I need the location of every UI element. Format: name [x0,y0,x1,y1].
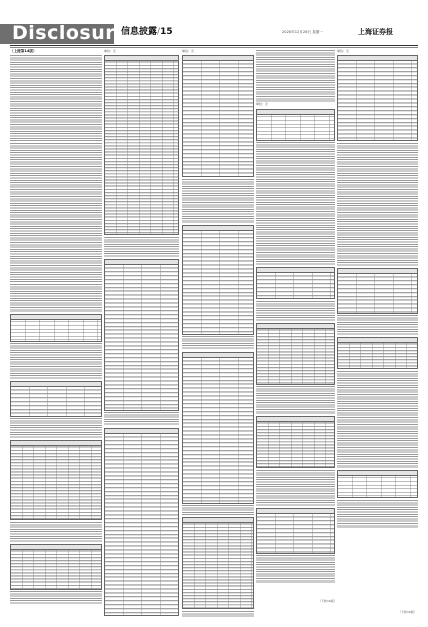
page-number: 15 [160,27,173,37]
data-table [256,109,335,141]
column-heading: 单位：元 [256,102,269,107]
table-header-row [183,226,253,231]
body-text-block [256,50,335,102]
column-1 [10,49,102,617]
body-text-block [10,343,102,379]
table-header-row [11,382,101,387]
column-2 [104,49,179,617]
table-header-row [338,338,417,343]
data-table [256,323,335,385]
issue-date: 2020年12月28日 星期一 [282,30,323,34]
body-text-block [10,143,102,195]
data-table [256,416,335,468]
data-table [182,517,254,609]
data-table [182,352,254,504]
table-header-row [257,417,334,422]
column-5 [337,49,418,617]
table-header-row [183,518,253,523]
table-header-row [257,110,334,115]
data-table [337,470,418,498]
body-text-block [256,555,335,583]
section-title [121,26,173,38]
data-table [337,337,418,369]
table-header-row [11,441,101,446]
column-heading: 单位：元 [104,49,117,53]
body-text-block [182,336,254,350]
body-text-block [337,230,418,266]
body-text-block [256,301,335,321]
body-text-block [10,284,102,312]
column-heading: 单位：元 [337,49,350,53]
column-heading: （上接第14版） [10,49,37,53]
data-table [104,428,179,616]
body-text-block [337,424,418,468]
data-table [182,55,254,177]
body-text-block [337,143,418,229]
body-text-block [10,418,102,438]
table-header-row [338,269,417,274]
brand-wordmark: Disclosure [12,22,129,44]
table-header-row [183,353,253,358]
section-name: 信息披露 [121,27,158,37]
body-text-block [337,371,418,423]
table-header-row [338,471,417,476]
column-3 [182,49,254,617]
data-table [256,508,335,554]
data-table [337,55,418,141]
column-heading: 单位：元 [182,49,195,53]
data-table [10,440,102,520]
data-table [104,55,179,235]
masthead [0,0,428,46]
body-text-block [182,611,254,617]
body-text-block [182,179,254,223]
continued-note: （下转16版） [318,599,337,603]
table-header-row [11,315,101,320]
body-text-block [10,55,102,141]
table-header-row [105,260,178,265]
page-separator: / [157,27,161,37]
data-table [10,314,102,342]
data-table [337,268,418,314]
table-header-row [257,509,334,514]
body-text-block [10,196,102,282]
body-text-block [337,315,418,335]
data-table [182,225,254,335]
data-table [104,259,179,411]
newspaper-name: 上海证券报 [358,27,393,36]
body-text-block [337,500,418,528]
body-text-block [182,505,254,515]
table-header-row [183,56,253,61]
table-header-row [257,324,334,329]
table-header-row [105,56,178,61]
table-header-row [257,268,334,273]
table-header-row [11,545,101,550]
body-text-block [256,229,335,265]
data-table [10,381,102,417]
masthead-rule [10,45,418,46]
data-table [256,267,335,299]
body-text-block [256,470,335,506]
column-4 [256,49,335,617]
body-text-block [256,142,335,228]
table-header-row [338,56,417,61]
continued-note: （下转16版） [398,610,417,614]
body-text-block [10,522,102,542]
body-text-block [104,412,179,426]
body-text-block [256,386,335,414]
body-text-block [104,237,179,257]
table-header-row [105,429,178,434]
body-text-block [10,591,102,605]
data-table [10,544,102,590]
